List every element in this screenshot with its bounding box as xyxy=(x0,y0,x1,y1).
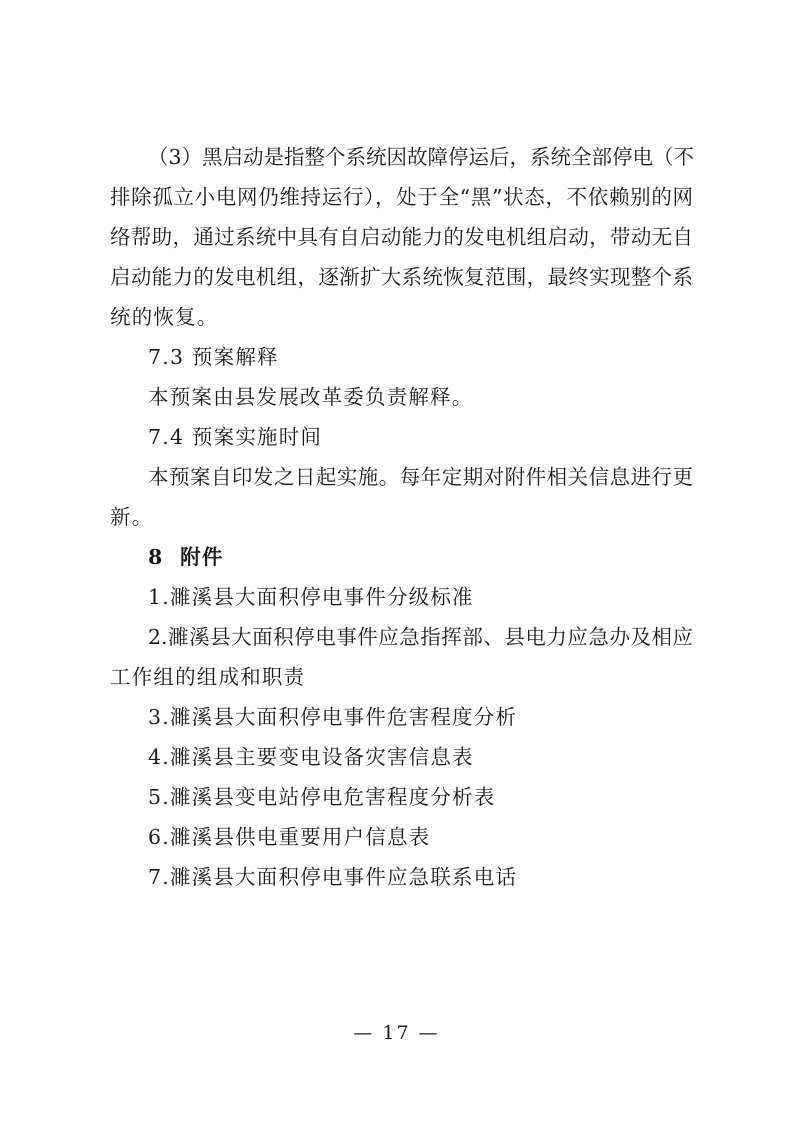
paragraph-blackstart-line-1: （3）黑启动是指整个系统因故障停运后，系统全部停电（不 xyxy=(148,145,695,169)
section-8-heading: 8 附件 xyxy=(148,545,224,569)
section-7-4-body-line-1: 本预案自印发之日起实施。每年定期对附件相关信息进行更 xyxy=(148,465,693,489)
attachment-item-2: 2.濉溪县大面积停电事件应急指挥部、县电力应急办及相应 xyxy=(148,625,693,649)
section-7-3-body: 本预案由县发展改革委负责解释。 xyxy=(148,385,474,409)
paragraph-blackstart-line-2: 排除孤立小电网仍维持运行），处于全“黑”状态，不依赖别的网 xyxy=(110,185,693,209)
paragraph-blackstart-line-5: 统的恢复。 xyxy=(110,305,219,329)
attachment-item-6: 6.濉溪县供电重要用户信息表 xyxy=(148,825,431,849)
paragraph-blackstart-line-4: 启动能力的发电机组，逐渐扩大系统恢复范围，最终实现整个系 xyxy=(110,265,693,289)
attachment-item-5: 5.濉溪县变电站停电危害程度分析表 xyxy=(148,785,496,809)
page-number: — 17 — xyxy=(353,1022,440,1044)
paragraph-blackstart-line-3: 络帮助，通过系统中具有自启动能力的发电机组启动，带动无自 xyxy=(110,225,693,249)
attachment-item-1: 1.濉溪县大面积停电事件分级标准 xyxy=(148,585,474,609)
section-7-4-heading: 7.4 预案实施时间 xyxy=(148,425,323,449)
attachment-item-7: 7.濉溪县大面积停电事件应急联系电话 xyxy=(148,865,518,889)
attachment-item-2-continuation: 工作组的组成和职责 xyxy=(110,665,306,689)
attachment-item-3: 3.濉溪县大面积停电事件危害程度分析 xyxy=(148,705,518,729)
attachment-item-4: 4.濉溪县主要变电设备灾害信息表 xyxy=(148,745,474,769)
section-7-3-heading: 7.3 预案解释 xyxy=(148,345,279,369)
section-7-4-body-line-2: 新。 xyxy=(110,505,154,529)
